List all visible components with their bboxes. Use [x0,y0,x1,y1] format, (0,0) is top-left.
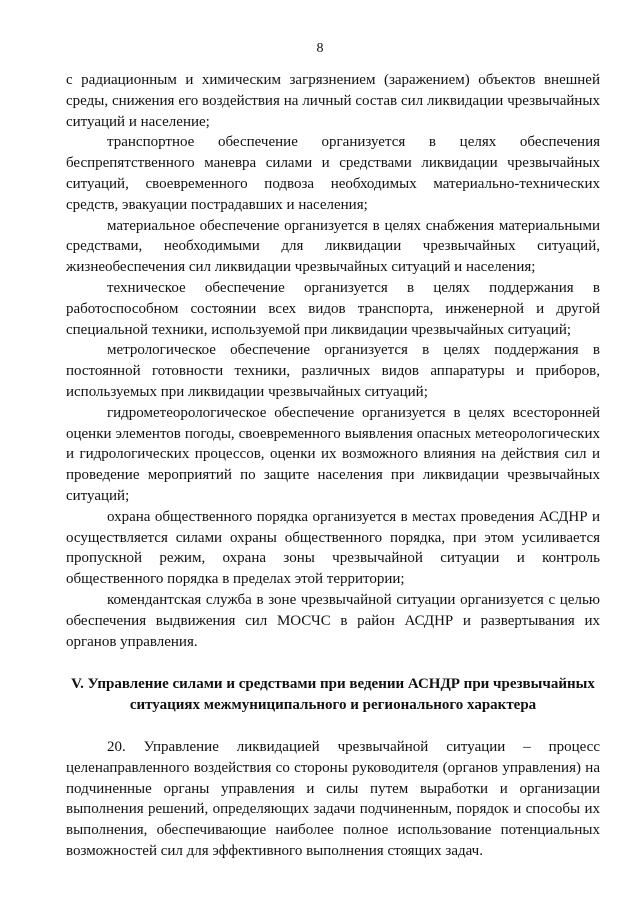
paragraph-hydrometeorological-support: гидрометеорологическое обеспечение организуется в целях всесторонней оценки элементов погоды, своевременного выявления опасных метеорологических и гидрологических процессов, оценки их возможного влияния на действия сил и проведение мероприятий по защите населения при ликвидации чрезвычайных ситуаций; [66,404,600,504]
document-body [66,70,600,862]
paragraph-radiation-protection: с радиационным и химическим загрязнением (заражением) объектов внешней среды, снижения его воздействия на личный состав сил ликвидации чрезвычайных ситуаций и население; [66,72,600,130]
section-heading [66,674,600,716]
paragraph-technical-support: техническое обеспечение организуется в целях поддержания в работоспособном состоянии всех видов транспорта, инженерной и другой специальной техники, используемой при ликвидации чрезвычайных ситуаций; [66,279,600,338]
section-heading-line-2: ситуациях межмуниципального и регионального характера [129,697,537,714]
paragraph-commandant-service: комендантская служба в зоне чрезвычайной ситуации организуется с целью обеспечения выдвижения сил МОСЧС в район АСДНР и развертывания их органов управления. [66,591,600,650]
paragraph-material-support: материальное обеспечение организуется в целях снабжения материальными средствами, необходимыми для ликвидации чрезвычайных ситуаций, жизнеобеспечения сил ликвидации чрезвычайных ситуаций и населения; [66,217,600,276]
section-heading-line-1: V. Управление силами и средствами при ведении АСНДР при чрезвычайных [71,676,595,693]
paragraph-metrological-support: метрологическое обеспечение организуется в целях поддержания в постоянной готовности техники, различных видов аппаратуры и приборов, используемых при ликвидации чрезвычайных ситуаций; [66,342,600,400]
page-number: 8 [316,41,324,56]
paragraph-transport-support: транспортное обеспечение организуется в целях обеспечения беспрепятственного маневра силами и средствами ликвидации чрезвычайных ситуаций, своевременного подвоза необходимых материально-технических средств, эвакуации пострадавших и населения; [66,134,600,213]
paragraph-20-management: 20. Управление ликвидацией чрезвычайной ситуации – процесс целенаправленного воздействия со стороны руководителя (органов управления) на подчиненные органы управления и силы путем выработки и организации выполнения решений, определяющих задачи подчиненным, порядок и способы их выполнения, обеспечивающие наиболее полное использование потенциальных возможностей сил для эффективного выполнения стоящих задач. [66,738,600,859]
paragraph-public-order: охрана общественного порядка организуется в местах проведения АСДНР и осуществляется силами охраны общественного порядка, при этом усиливается пропускной режим, охрана зоны чрезвычайной ситуации и контроль общественного порядка в пределах этой территории; [66,508,600,588]
